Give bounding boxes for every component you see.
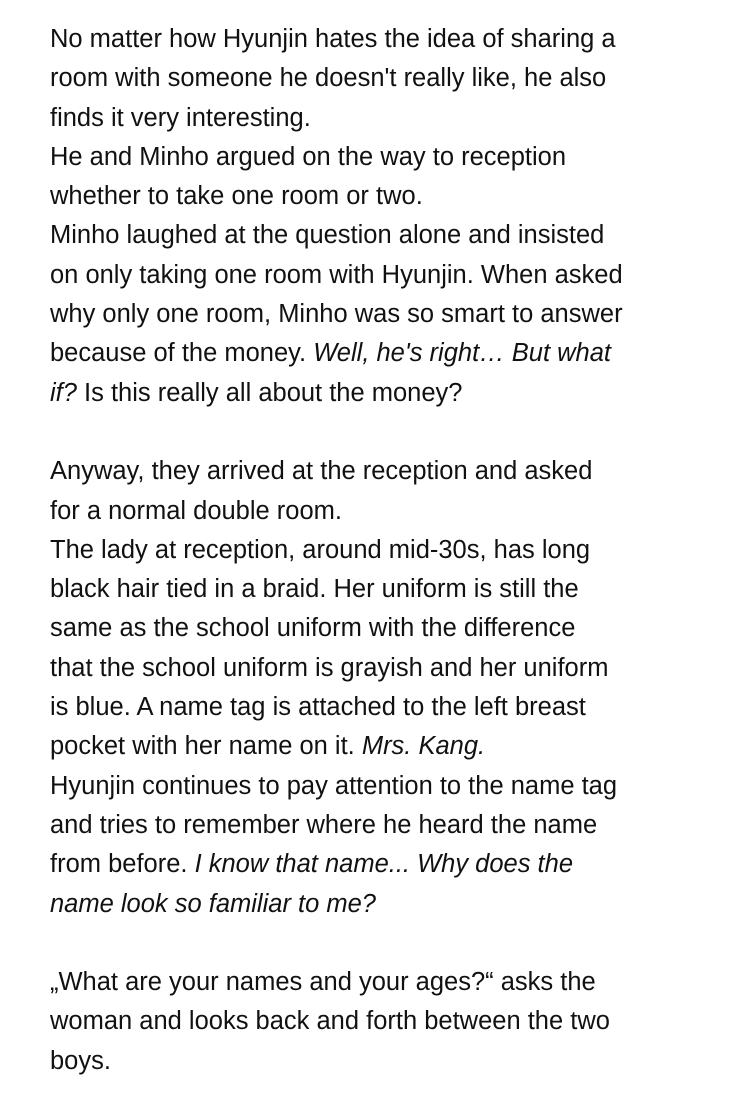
italic-thought: if?	[50, 378, 77, 407]
text-line: The lady at reception, around mid-30s, has long	[50, 535, 591, 564]
text-line: room with someone he doesn't really like, he also	[50, 64, 607, 93]
text-line: boys.	[50, 1046, 111, 1075]
paragraph-2	[50, 138, 740, 217]
italic-name: Mrs. Kang.	[361, 732, 486, 761]
text-line: „What are your names and your ages?“ asks the	[50, 968, 596, 997]
text-line: He and Minho argued on the way to reception	[50, 142, 567, 171]
plain-text: Is this really all about the money?	[76, 378, 463, 407]
plain-text: pocket with her name on it.	[50, 732, 362, 761]
italic-thought: Well, he's right… But what	[313, 339, 611, 368]
text-line: No matter how Hyunjin hates the idea of sharing a	[50, 25, 616, 53]
text-line: why only one room, Minho was so smart to answer	[50, 300, 623, 329]
text-line: and tries to remember where he heard the name	[50, 810, 598, 839]
paragraph-3	[50, 216, 740, 412]
paragraph-6	[50, 767, 740, 924]
text-line: Minho laughed at the question alone and insisted	[50, 221, 605, 250]
text-line: finds it very interesting.	[50, 103, 311, 132]
paragraph-7	[50, 963, 740, 1081]
paragraph-break	[50, 924, 740, 963]
plain-text: from before.	[50, 850, 195, 879]
italic-thought: I know that name... Why does the	[194, 850, 574, 879]
text-line	[50, 334, 740, 373]
paragraph-1	[50, 20, 740, 138]
text-line: woman and looks back and forth between the two	[50, 1007, 610, 1036]
text-line	[50, 885, 740, 924]
text-line: on only taking one room with Hyunjin. When asked	[50, 260, 623, 289]
plain-text: because of the money.	[50, 339, 314, 368]
text-line	[50, 374, 740, 413]
paragraph-5	[50, 531, 740, 767]
story-text	[50, 20, 740, 1081]
text-line	[50, 845, 740, 884]
text-line: whether to take one room or two.	[50, 182, 423, 211]
text-line	[50, 727, 740, 766]
text-line: black hair tied in a braid. Her uniform is still the	[50, 575, 579, 604]
italic-thought: name look so familiar to me?	[50, 889, 376, 918]
paragraph-4	[50, 452, 740, 531]
text-line: that the school uniform is grayish and her uniform	[50, 653, 609, 682]
text-line: for a normal double room.	[50, 496, 342, 525]
paragraph-break	[50, 413, 740, 452]
text-line: Hyunjin continues to pay attention to the name tag	[50, 771, 618, 800]
text-line: same as the school uniform with the difference	[50, 614, 576, 643]
text-line: Anyway, they arrived at the reception and asked	[50, 457, 593, 486]
text-line: is blue. A name tag is attached to the left breast	[50, 693, 586, 722]
